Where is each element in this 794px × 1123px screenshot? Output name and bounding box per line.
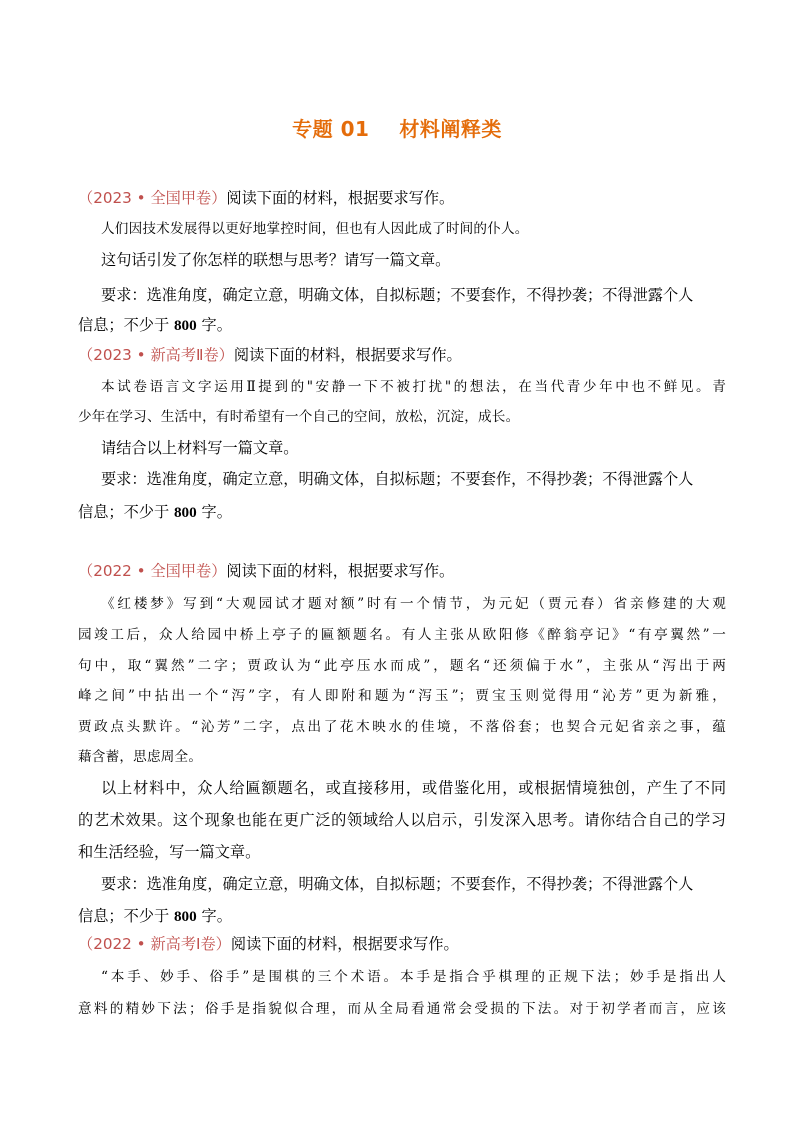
question-header [78, 934, 726, 954]
question-source: （2023 • 新高考Ⅱ卷） [78, 346, 234, 364]
material-line: “本手、妙手、俗手”是围棋的三个术语。本手是指合乎棋理的正规下法；妙手是指出人 [101, 969, 726, 985]
requirement-line: 要求：选准角度，确定立意，明确文体，自拟标题；不要套作，不得抄袭；不得泄露个人 [101, 875, 694, 893]
question-instruction: 阅读下面的材料，根据要求写作。 [226, 562, 455, 580]
requirement-line: 要求：选准角度，确定立意，明确文体，自拟标题；不要套作，不得抄袭；不得泄露个人 [101, 286, 694, 304]
word-count: 800 [173, 504, 197, 521]
word-count: 800 [173, 908, 197, 925]
requirement-line: 要求：选准角度，确定立意，明确文体，自拟标题；不要套作，不得抄袭；不得泄露个人 [101, 470, 694, 488]
question-instruction: 阅读下面的材料，根据要求写作。 [230, 935, 459, 953]
question-header [78, 561, 726, 581]
material-line: 句中，取“翼然”二字；贾政认为“此亭压水而成”，题名“还须偏于水”，主张从“泻出于两 [78, 658, 726, 674]
question-instruction: 阅读下面的材料，根据要求写作。 [226, 189, 455, 207]
material-line: 《红楼梦》写到“大观园试才题对额”时有一个情节，为元妃（贾元春）省亲修建的大观 [101, 596, 726, 612]
material-line: 藉含蓄，思虑周全。 [78, 749, 203, 765]
question-header [78, 345, 726, 365]
question-source: （2022 • 全国甲卷） [78, 562, 227, 580]
material-line: 少年在学习、生活中，有时希望有一个自己的空间，放松，沉淀，成长。 [78, 409, 520, 425]
page-title: 专题 01 材料阐释类 [292, 117, 502, 141]
prompt-line: 请结合以上材料写一篇文章。 [101, 439, 299, 457]
prompt-line: 以上材料中，众人给匾额题名，或直接移用，或借鉴化用，或根据情境独创，产生了不同 [101, 779, 726, 797]
material-line: 贾政点头默许。“沁芳”二字，点出了花木映水的佳境，不落俗套；也契合元妃省亲之事，蕴 [78, 719, 726, 735]
material-line: 园竣工后，众人给园中桥上亭子的匾额题名。有人主张从欧阳修《醉翁亭记》“有亭翼然”一 [78, 627, 726, 643]
question-source: （2022 • 新高考Ⅰ卷） [78, 935, 231, 953]
requirement-line-end: 信息；不少于 800 字。 [78, 316, 232, 334]
word-count: 800 [173, 317, 197, 334]
material-line: 人们因技术发展得以更好地掌控时间，但也有人因此成了时间的仆人。 [101, 221, 529, 237]
prompt-line: 和生活经验，写一篇文章。 [78, 843, 261, 861]
prompt-line: 这句话引发了你怎样的联想与思考？请写一篇文章。 [101, 251, 451, 269]
question-header [78, 188, 726, 208]
question-instruction: 阅读下面的材料，根据要求写作。 [233, 346, 462, 364]
prompt-line: 的艺术效果。这个现象也能在更广泛的领域给人以启示，引发深入思考。请你结合自己的学习 [78, 811, 726, 829]
requirement-line-end: 信息；不少于 800 字。 [78, 503, 232, 521]
material-line: 本试卷语言文字运用Ⅱ提到的"安静一下不被打扰"的想法，在当代青少年中也不鲜见。青 [101, 379, 726, 395]
material-line: 峰之间”中拈出一个“泻”字，有人即附和题为“泻玉”；贾宝玉则觉得用“沁芳”更为新雅， [78, 688, 726, 704]
requirement-line-end: 信息；不少于 800 字。 [78, 907, 232, 925]
question-source: （2023 • 全国甲卷） [78, 189, 227, 207]
material-line: 意料的精妙下法；俗手是指貌似合理，而从全局看通常会受损的下法。对于初学者而言，应该 [78, 1001, 726, 1017]
